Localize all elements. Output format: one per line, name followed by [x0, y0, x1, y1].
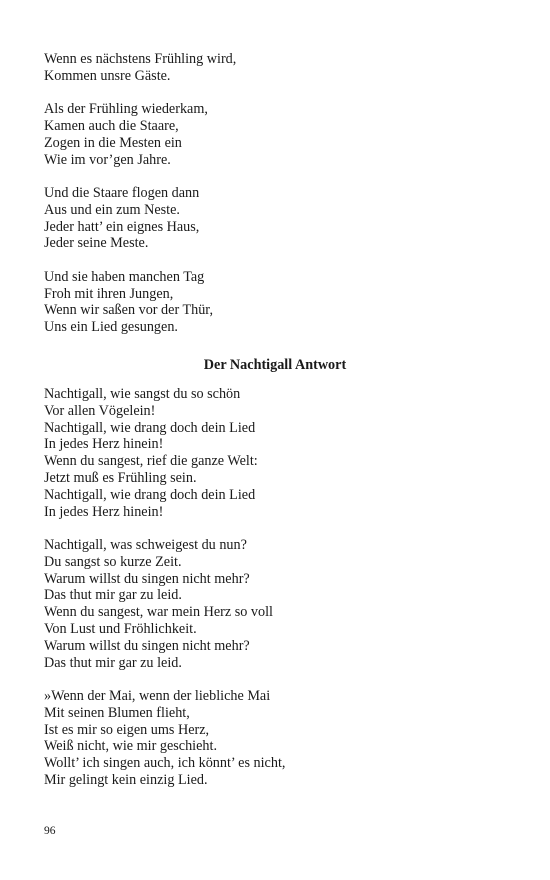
verse-line: Nachtigall, wie drang doch dein Lied	[44, 486, 256, 503]
stanza	[44, 269, 514, 336]
verse-line: Kommen unsre Gäste.	[44, 67, 171, 84]
verse-line: Aus und ein zum Neste.	[44, 201, 180, 218]
poem-continued	[44, 51, 514, 353]
verse-line: Wenn du sangest, rief die ganze Welt:	[44, 453, 258, 470]
page-number: 96	[44, 825, 56, 837]
verse-line: Nachtigall, was schweigest du nun?	[44, 536, 247, 553]
verse-line: Kamen auch die Staare,	[44, 117, 179, 134]
verse-line: »Wenn der Mai, wenn der liebliche Mai	[44, 687, 271, 704]
verse-line: Wollt’ ich singen auch, ich könnt’ es nicht,	[44, 755, 286, 772]
verse-line: Wie im vor’gen Jahre.	[44, 151, 171, 168]
verse-line: Ist es mir so eigen ums Herz,	[44, 721, 210, 738]
stanza	[44, 537, 514, 671]
verse-line: Warum willst du singen nicht mehr?	[44, 637, 250, 654]
stanza	[44, 386, 514, 520]
verse-line: Uns ein Lied gesungen.	[44, 319, 178, 336]
verse-line: Du sangst so kurze Zeit.	[44, 553, 182, 570]
verse-line: Froh mit ihren Jungen,	[44, 285, 174, 302]
verse-line: Nachtigall, wie drang doch dein Lied	[44, 419, 256, 436]
verse-line: Von Lust und Fröhlichkeit.	[44, 620, 197, 637]
verse-line: Jetzt muß es Frühling sein.	[44, 469, 197, 486]
verse-line: Jeder hatt’ ein eignes Haus,	[44, 218, 200, 235]
stanza	[44, 688, 514, 789]
verse-line: Mir gelingt kein einzig Lied.	[44, 771, 208, 788]
verse-line: Wenn es nächstens Frühling wird,	[44, 51, 237, 67]
verse-line: Als der Frühling wiederkam,	[44, 101, 208, 118]
verse-line: Nachtigall, wie sangst du so schön	[44, 386, 241, 402]
verse-line: Zogen in die Mesten ein	[44, 134, 182, 151]
stanza	[44, 101, 514, 168]
verse-line: Und sie haben manchen Tag	[44, 268, 205, 285]
verse-line: Jeder seine Meste.	[44, 235, 149, 252]
verse-line: Wenn du sangest, war mein Herz so voll	[44, 604, 273, 621]
verse-line: Das thut mir gar zu leid.	[44, 654, 182, 671]
stanza	[44, 185, 514, 252]
verse-line: Vor allen Vögelein!	[44, 402, 156, 419]
verse-line: Das thut mir gar zu leid.	[44, 587, 182, 604]
verse-line: Weiß nicht, wie mir geschieht.	[44, 738, 217, 755]
verse-line: Mit seinen Blumen flieht,	[44, 704, 190, 721]
verse-line: Und die Staare flogen dann	[44, 184, 200, 201]
poem-nachtigall	[44, 386, 514, 805]
stanza	[44, 51, 514, 85]
poem-title: Der Nachtigall Antwort	[203, 357, 347, 373]
verse-line: Wenn wir saßen vor der Thür,	[44, 302, 214, 319]
verse-line: Warum willst du singen nicht mehr?	[44, 570, 250, 587]
verse-line: In jedes Herz hinein!	[44, 503, 164, 520]
verse-line: In jedes Herz hinein!	[44, 436, 164, 453]
